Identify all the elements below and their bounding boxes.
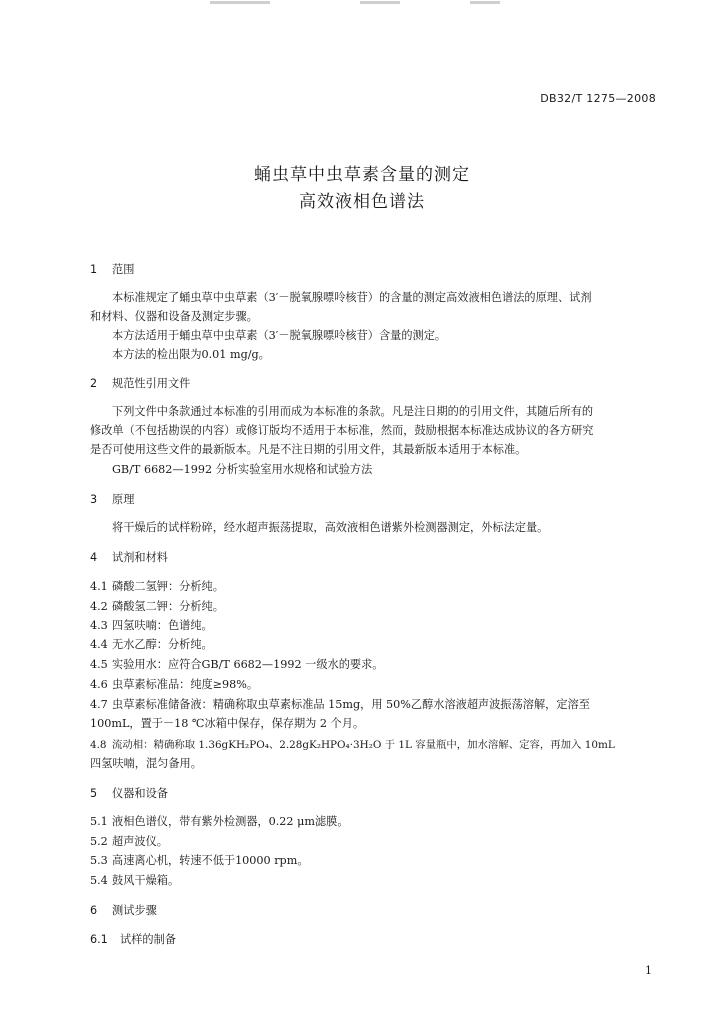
page-number: 1 <box>645 964 652 977</box>
item-text: 无水乙醇：分析纯。 <box>112 638 213 651</box>
list-item <box>90 580 224 594</box>
paragraph: 和材料、仪器和设备及测定步骤。 <box>90 310 258 323</box>
item-number: 5.2 <box>90 835 108 848</box>
item-number: 5.4 <box>90 874 108 887</box>
standard-code: DB32/T 1275—2008 <box>540 92 656 105</box>
item-text: 超声波仪。 <box>112 835 168 848</box>
section-number: 5 <box>90 787 98 800</box>
list-item <box>90 738 615 752</box>
item-number: 4.2 <box>90 600 108 613</box>
section-title: 试剂和材料 <box>112 551 168 564</box>
subsection-title: 试样的制备 <box>120 933 176 946</box>
section-4-heading <box>90 551 168 565</box>
paragraph: 将干燥后的试样粉碎，经水超声振荡提取，高效液相色谱紫外检测器测定，外标法定量。 <box>112 521 549 534</box>
section-5-heading <box>90 787 168 801</box>
item-number: 4.6 <box>90 678 108 691</box>
list-item <box>90 619 213 633</box>
section-6-heading <box>90 904 157 918</box>
list-item-continuation <box>90 717 364 731</box>
section-title: 仪器和设备 <box>112 787 168 800</box>
list-item <box>90 874 179 888</box>
item-text: 鼓风干燥箱。 <box>112 874 180 887</box>
item-text: 高速离心机，转速不低于10000 rpm。 <box>112 854 309 867</box>
item-number: 5.1 <box>90 815 108 828</box>
item-number: 5.3 <box>90 854 108 867</box>
section-title: 原理 <box>112 493 135 506</box>
item-text: 虫草素标准品：纯度≥98%。 <box>112 678 259 691</box>
section-1-heading <box>90 263 134 277</box>
item-text: 四氢呋喃，混匀备用。 <box>90 757 202 770</box>
list-item <box>90 698 590 712</box>
list-item <box>90 835 168 849</box>
list-item <box>90 600 224 614</box>
paragraph: 修改单（不包括勘误的内容）或修订版均不适用于本标准，然而，鼓励根据本标准达成协议的各方研究 <box>90 424 594 437</box>
section-3-heading <box>90 493 134 507</box>
item-text: 磷酸二氢钾：分析纯。 <box>112 580 224 593</box>
subsection-6-1-heading <box>90 933 176 947</box>
list-item <box>90 678 258 692</box>
subsection-number: 6.1 <box>90 933 108 946</box>
item-number: 4.3 <box>90 619 108 632</box>
item-text: 100mL，置于－18 ℃冰箱中保存，保存期为 2 个月。 <box>90 717 365 730</box>
section-number: 1 <box>90 263 98 276</box>
item-text: 虫草素标准储备液：精确称取虫草素标准品 15mg，用 50%乙醇水溶液超声波振荡溶解，定溶至 <box>112 698 590 711</box>
paragraph: 本标准规定了蛹虫草中虫草素（3′－脱氧腺嘌呤核苷）的含量的测定高效液相色谱法的原理、试剂 <box>112 291 592 304</box>
item-number: 4.4 <box>90 638 108 651</box>
section-number: 3 <box>90 493 98 506</box>
section-number: 2 <box>90 377 98 390</box>
item-text: 流动相：精确称取 1.36gKH₂PO₄、2.28gK₂HPO₄·3H₂O 于 1L 容量瓶中，加水溶解、定容，再加入 10mL <box>112 739 615 751</box>
item-text: 实验用水：应符合GB/T 6682—1992 一级水的要求。 <box>112 658 384 671</box>
list-item <box>90 815 349 829</box>
item-text: 液相色谱仪，带有紫外检测器，0.22 μm滤膜。 <box>112 815 349 828</box>
list-item <box>90 854 309 868</box>
item-number: 4.1 <box>90 580 108 593</box>
section-number: 4 <box>90 551 98 564</box>
section-2-heading <box>90 377 190 391</box>
item-number: 4.5 <box>90 658 108 671</box>
item-text: 四氢呋喃：色谱纯。 <box>112 619 213 632</box>
section-title: 测试步骤 <box>112 904 157 917</box>
section-title: 范围 <box>112 263 135 276</box>
item-text: 磷酸氢二钾：分析纯。 <box>112 600 224 613</box>
paragraph: 是否可使用这些文件的最新版本。凡是不注日期的引用文件，其最新版本适用于本标准。 <box>90 443 527 456</box>
list-item-continuation <box>90 757 202 771</box>
section-number: 6 <box>90 904 98 917</box>
scan-edge-mark <box>0 0 724 6</box>
document-title: 蛹虫草中虫草素含量的测定 <box>254 165 470 185</box>
item-number: 4.7 <box>90 698 108 711</box>
document-subtitle: 高效液相色谱法 <box>299 192 425 212</box>
paragraph: 本方法的检出限为0.01 mg/g。 <box>112 348 270 361</box>
list-item <box>90 638 213 652</box>
reference-item: GB/T 6682—1992 分析实验室用水规格和试验方法 <box>112 463 373 476</box>
list-item <box>90 658 383 672</box>
paragraph: 下列文件中条款通过本标准的引用而成为本标准的条款。凡是注日期的的引用文件，其随后所有的 <box>112 405 594 418</box>
section-title: 规范性引用文件 <box>112 377 191 390</box>
paragraph: 本方法适用于蛹虫草中虫草素（3′－脱氧腺嘌呤核苷）含量的测定。 <box>112 329 447 342</box>
item-number: 4.8 <box>90 739 107 751</box>
